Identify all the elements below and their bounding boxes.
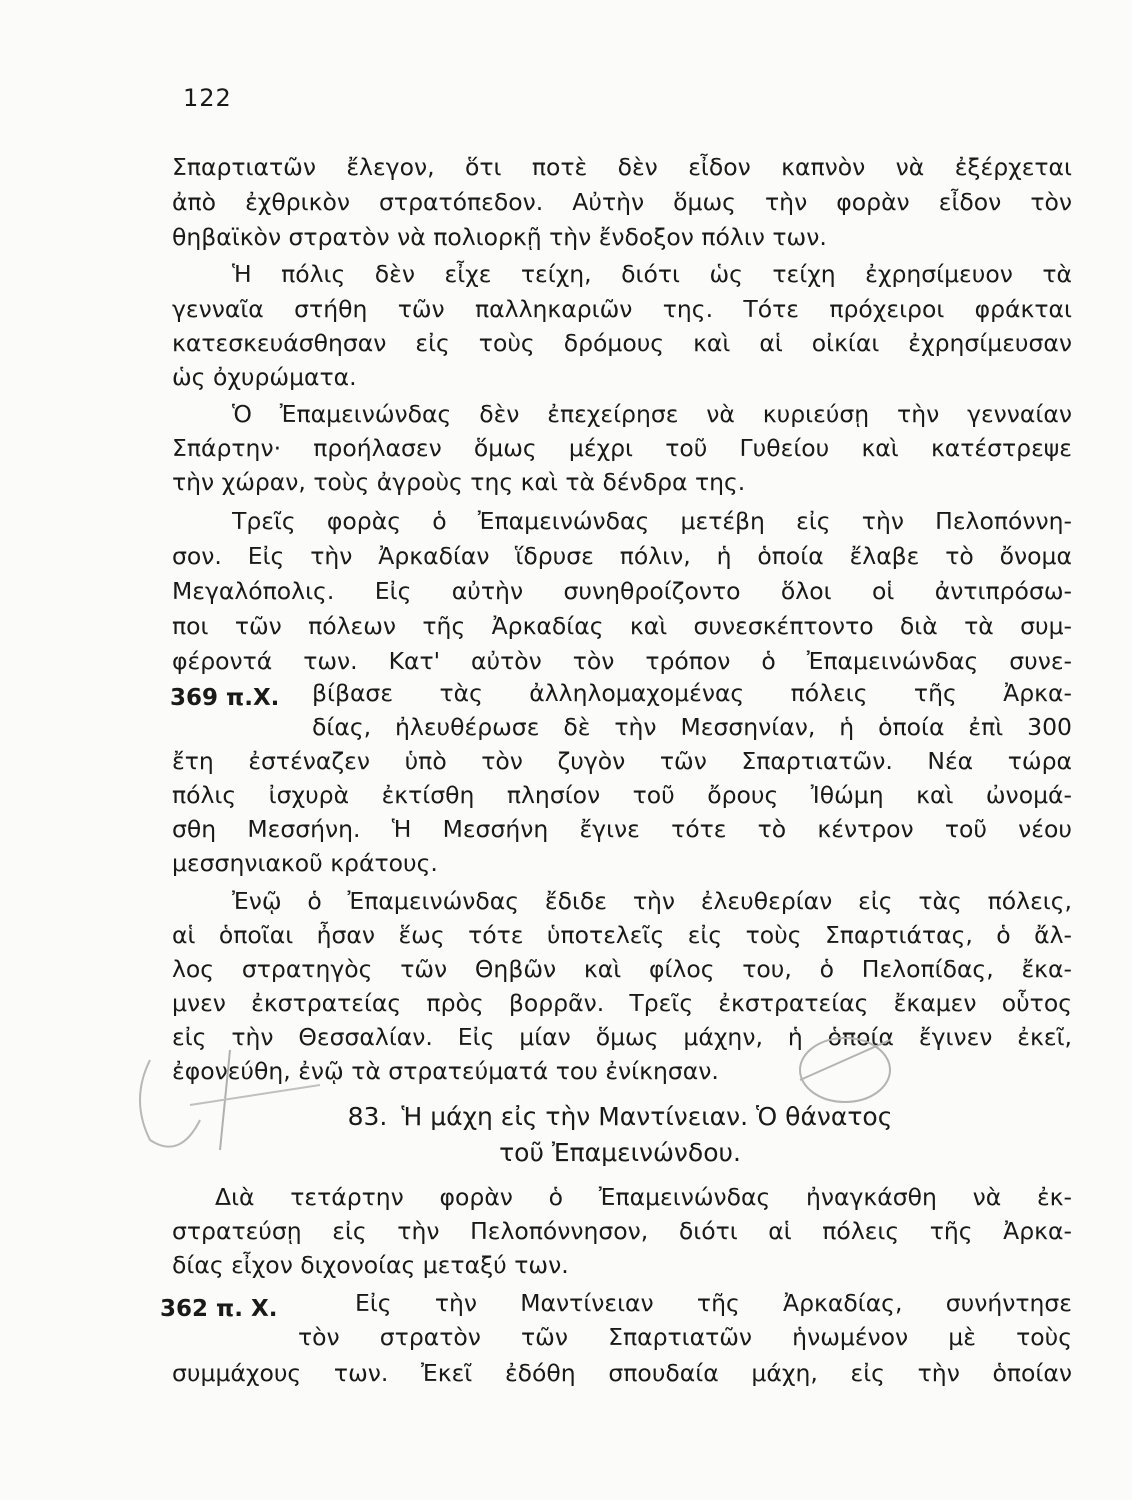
text-line: μνεν ἐκστρατείας πρὸς βορρᾶν. Τρεῖς ἐκστρατείας ἔκαμεν οὗτος — [172, 989, 1072, 1017]
text-line: Ὁ Ἐπαμεινώνδας δὲν ἐπεχείρησε νὰ κυριεύσῃ τὴν γενναίαν — [232, 400, 1072, 428]
section-subtitle: τοῦ Ἐπαμεινώνδου. — [499, 1138, 741, 1167]
margin-date: 362 π. Χ. — [160, 1296, 278, 1322]
margin-date: 369 π.Χ. — [170, 685, 280, 711]
text-line: Τρεῖς φορὰς ὁ Ἐπαμεινώνδας μετέβη εἰς τὴν Πελοπόννη- — [232, 507, 1072, 535]
text-line: μεσσηνιακοῦ κράτους. — [172, 849, 438, 877]
text-line: συμμάχους των. Ἐκεῖ ἐδόθη σπουδαία μάχη, εἰς τὴν ὁποίαν — [172, 1359, 1072, 1387]
section-title: Ἡ μάχη εἰς τὴν Μαντίνειαν. Ὁ θάνατος — [401, 1102, 893, 1131]
text-line: ἔτη ἐστέναζεν ὑπὸ τὸν ζυγὸν τῶν Σπαρτιατῶν. Νέα τώρα — [172, 747, 1072, 775]
text-line: Ἐνῷ ὁ Ἐπαμεινώνδας ἔδιδε τὴν ἐλευθερίαν εἰς τὰς πόλεις, — [232, 887, 1072, 915]
text-line: ὡς ὀχυρώματα. — [172, 363, 357, 391]
text-line: σθη Μεσσήνη. Ἡ Μεσσήνη ἔγινε τότε τὸ κέντρον τοῦ νέου — [172, 815, 1072, 843]
text-line: σον. Εἰς τὴν Ἀρκαδίαν ἵδρυσε πόλιν, ἡ ὁποία ἔλαβε τὸ ὄνομα — [172, 542, 1072, 570]
text-line: Σπάρτην· προήλασεν ὅμως μέχρι τοῦ Γυθείου καὶ κατέστρεψε — [172, 434, 1072, 462]
text-line: θηβαϊκὸν στρατὸν νὰ πολιορκῇ τὴν ἔνδοξον πόλιν των. — [172, 223, 827, 251]
section-number: 83. — [347, 1102, 388, 1131]
text-line: ἀπὸ ἐχθρικὸν στρατόπεδον. Αὐτὴν ὅμως τὴν φορὰν εἶδον τὸν — [172, 188, 1072, 216]
text-line: πόλις ἰσχυρὰ ἐκτίσθη πλησίον τοῦ ὄρους Ἰθώμη καὶ ὠνομά- — [172, 781, 1072, 809]
text-line: τὴν χώραν, τοὺς ἀγροὺς της καὶ τὰ δένδρα της. — [172, 468, 746, 496]
pencil-circle — [790, 1020, 900, 1120]
text-line: ἐφονεύθη, ἐνῷ τὰ στρατεύματά του ἐνίκησαν. — [172, 1057, 719, 1085]
text-line: Μεγαλόπολις. Εἰς αὐτὴν συνηθροίζοντο ὅλοι οἱ ἀντιπρόσω- — [172, 577, 1072, 605]
page-number: 122 — [183, 84, 232, 112]
text-line: ποι τῶν πόλεων τῆς Ἀρκαδίας καὶ συνεσκέπτοντο διὰ τὰ συμ- — [172, 612, 1072, 640]
pencil-annotation — [120, 1030, 440, 1170]
text-line: βίβασε τὰς ἀλληλομαχομένας πόλεις τῆς Ἀρκα- — [312, 679, 1072, 707]
text-line: Σπαρτιατῶν ἔλεγον, ὅτι ποτὲ δὲν εἶδον καπνὸν νὰ ἐξέρχεται — [172, 153, 1072, 181]
text-line: αἱ ὁποῖαι ἦσαν ἕως τότε ὑποτελεῖς εἰς τοὺς Σπαρτιάτας, ὁ ἄλ- — [172, 921, 1072, 949]
text-line: Διὰ τετάρτην φορὰν ὁ Ἐπαμεινώνδας ἠναγκάσθη νὰ ἐκ- — [215, 1183, 1072, 1211]
text-line: γενναῖα στήθη τῶν παλληκαριῶν της. Τότε πρόχειροι φράκται — [172, 295, 1072, 323]
text-line: δίας, ἠλευθέρωσε δὲ τὴν Μεσσηνίαν, ἡ ὁποία ἐπὶ 300 — [312, 713, 1072, 741]
text-line: τὸν στρατὸν τῶν Σπαρτιατῶν ἡνωμένον μὲ τοὺς — [298, 1323, 1072, 1351]
text-line: Ἡ πόλις δὲν εἶχε τείχη, διότι ὡς τείχη ἐχρησίμευον τὰ — [232, 260, 1072, 288]
text-line: φέροντά των. Κατ' αὐτὸν τὸν τρόπον ὁ Ἐπαμεινώνδας συνε- — [172, 647, 1072, 675]
text-line: δίας εἶχον διχονοίας μεταξύ των. — [172, 1251, 569, 1279]
text-line: κατεσκευάσθησαν εἰς τοὺς δρόμους καὶ αἱ οἰκίαι ἐχρησίμευσαν — [172, 329, 1072, 357]
text-line: εἰς τὴν Θεσσαλίαν. Εἰς μίαν ὅμως μάχην, ἡ ὁποία ἔγινεν ἐκεῖ, — [172, 1023, 1072, 1051]
text-line: λος στρατηγὸς τῶν Θηβῶν καὶ φίλος του, ὁ Πελοπίδας, ἔκα- — [172, 955, 1072, 983]
text-line: στρατεύσῃ εἰς τὴν Πελοπόννησον, διότι αἱ πόλεις τῆς Ἀρκα- — [172, 1217, 1072, 1245]
text-line: Εἰς τὴν Μαντίνειαν τῆς Ἀρκαδίας, συνήντησε — [355, 1289, 1072, 1317]
